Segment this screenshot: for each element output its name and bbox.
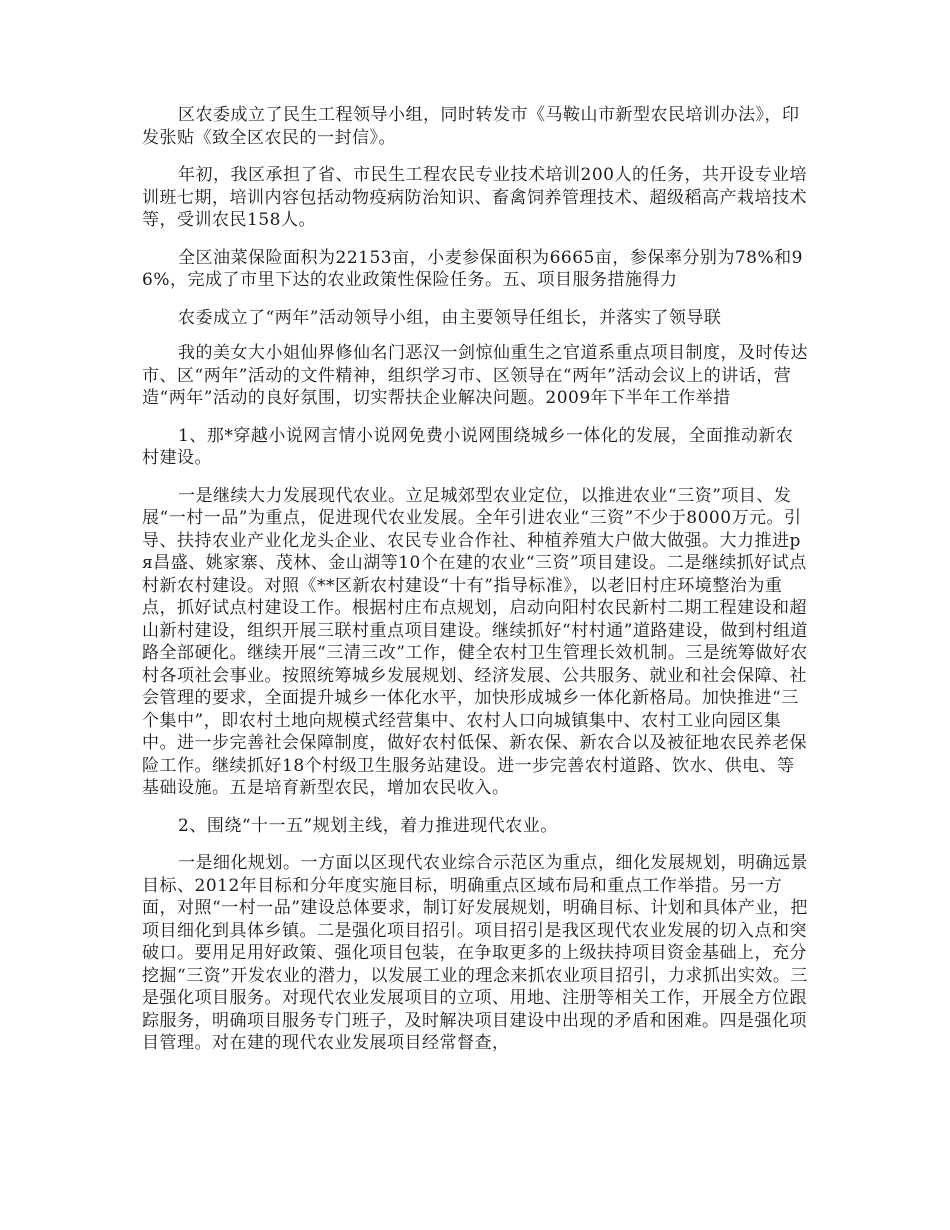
paragraph: 1、那*穿越小说网言情小说网免费小说网围绕城乡一体化的发展，全面推动新农村建设。 (142, 425, 794, 468)
paragraph: 区农委成立了民生工程领导小组，同时转发市《马鞍山市新型农民培训办法》，印发张贴《致全区农民的一封信》。 (142, 105, 800, 148)
paragraph: 一是细化规划。一方面以区现代农业综合示范区为重点，细化发展规划，明确远景目标、2012年目标和分年度实施目标，明确重点区域布局和重点工作举措。另一方面，对照“一村一品”建设总体要求，制订好发展规划，明确目标、计划和具体产业，把项目细化到具体乡镇。二是强化项目招引。项目招引是我区现代农业发展的切入点和突破口。要用足用好政策、强化项目包装，在争取更多的上级扶持项目资金基础上，充分挖掘“三资”开发农业的潜力，以发展工业的理念来抓农业项目招引，力求抓出实效。三是强化项目服务。对现代农业发展项目的立项、用地、注册等相关工作，开展全方位跟踪服务，明确项目服务专门班子，及时解决项目建设中出现的矛盾和困难。四是强化项目管理。对在建的现代农业发展项目经常督查， (142, 853, 808, 1053)
paragraph: 年初，我区承担了省、市民生工程农民专业技术培训200人的任务，共开设专业培训班七期，培训内容包括动物疫病防治知识、畜禽饲养管理技术、超级稻高产栽培技术等，受训农民158人。 (142, 165, 807, 230)
paragraph: 我的美女大小姐仙界修仙名门恶汉一剑惊仙重生之官道系重点项目制度，及时传达市、区“两年”活动的文件精神，组织学习市、区领导在“两年”活动会议上的讲话，营造“两年”活动的良好氛围，切实帮扶企业解决问题。2009年下半年工作举措 (142, 343, 808, 408)
paragraph: 全区油菜保险面积为22153亩，小麦参保面积为6665亩，参保率分别为78%和96%，完成了市里下达的农业政策性保险任务。五、项目服务措施得力 (142, 247, 803, 290)
paragraph: 2、围绕“十一五”规划主线，着力推进现代农业。 (178, 815, 558, 836)
paragraph: 一是继续大力发展现代农业。立足城郊型农业定位，以推进农业“三资”项目、发展“一村一品”为重点，促进现代农业发展。全年引进农业“三资”不少于8000万元。引导、扶持农业产业化龙头企业、农民专业合作社、种植养殖大户做大做强。大力推进ря昌盛、姚家寨、茂林、金山湖等10个在建的农业“三资”项目建设。二是继续抓好试点村新农村建设。对照《**区新农村建设“十有”指导标准》，以老旧村庄环境整治为重点，抓好试点村建设工作。根据村庄布点规划，启动向阳村农民新村二期工程建设和超山新村建设，组织开展三联村重点项目建设。继续抓好“村村通”道路建设，做到村组道路全部硬化。继续开展“三清三改”工作，健全农村卫生管理长效机制。三是统筹做好农村各项社会事业。按照统筹城乡发展规划、经济发展、公共服务、就业和社会保障、社会管理的要求，全面提升城乡一体化水平，加快形成城乡一体化新格局。加快推进“三个集中”，即农村土地向规模式经营集中、农村人口向城镇集中、农村工业向园区集中。进一步完善社会保障制度，做好农村低保、新农保、新农合以及被征地农民养老保险工作。继续抓好18个村级卫生服务站建设。进一步完善农村道路、饮水、供电、等基础设施。五是培育新型农民，增加农民收入。 (142, 485, 808, 798)
paragraph: 农委成立了“两年”活动领导小组，由主要领导任组长，并落实了领导联 (178, 307, 722, 328)
